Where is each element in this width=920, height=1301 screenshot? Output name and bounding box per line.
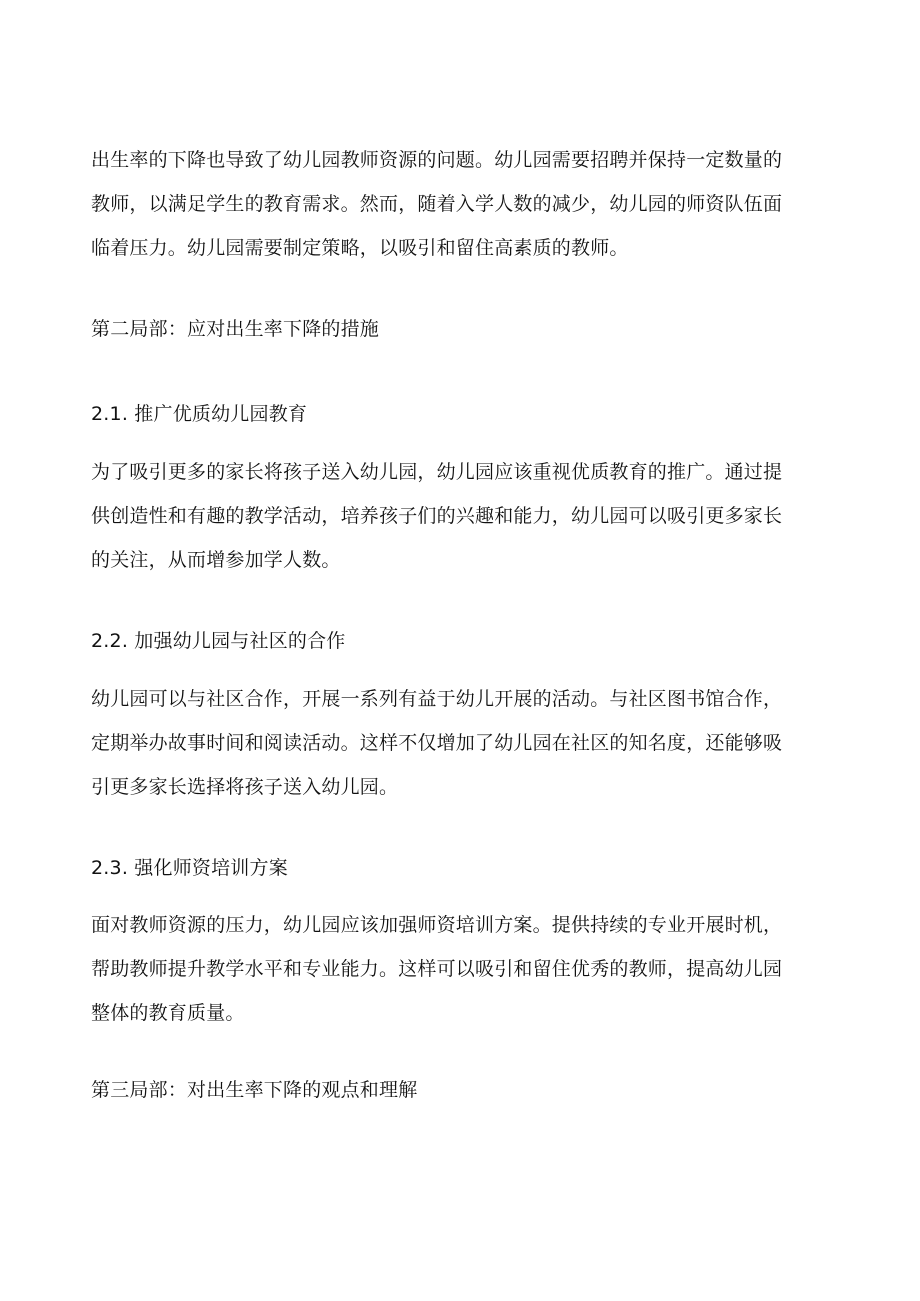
paragraph-line: 教师，以满足学生的教育需求。然而，随着入学人数的减少，幼儿园的师资队伍面 bbox=[91, 193, 783, 215]
section-3-heading: 第三局部：对出生率下降的观点和理解 bbox=[91, 1079, 418, 1101]
paragraph-teacher-resources bbox=[91, 148, 782, 260]
paragraph-line: 定期举办故事时间和阅读活动。这样不仅增加了幼儿园在社区的知名度，还能够吸 bbox=[91, 732, 783, 754]
paragraph-2-1 bbox=[91, 460, 782, 572]
paragraph-line: 出生率的下降也导致了幼儿园教师资源的问题。幼儿园需要招聘并保持一定数量的 bbox=[91, 149, 783, 171]
subsection-2-3-heading: 2.3. 强化师资培训方案 bbox=[91, 857, 288, 879]
paragraph-line: 为了吸引更多的家长将孩子送入幼儿园，幼儿园应该重视优质教育的推广。通过提 bbox=[91, 461, 783, 483]
paragraph-2-3 bbox=[91, 913, 782, 1025]
paragraph-line: 整体的教育质量。 bbox=[91, 1002, 245, 1024]
section-2-heading: 第二局部：应对出生率下降的措施 bbox=[91, 318, 380, 340]
paragraph-line: 面对教师资源的压力，幼儿园应该加强师资培训方案。提供持续的专业开展时机， bbox=[91, 914, 783, 936]
subsection-2-1-heading: 2.1. 推广优质幼儿园教育 bbox=[91, 403, 308, 425]
subsection-2-2-heading: 2.2. 加强幼儿园与社区的合作 bbox=[91, 630, 346, 652]
paragraph-line: 供创造性和有趣的教学活动，培养孩子们的兴趣和能力，幼儿园可以吸引更多家长 bbox=[91, 505, 783, 527]
paragraph-line: 临着压力。幼儿园需要制定策略，以吸引和留住高素质的教师。 bbox=[91, 237, 629, 259]
paragraph-line: 的关注，从而增参加学人数。 bbox=[91, 549, 341, 571]
paragraph-line: 帮助教师提升教学水平和专业能力。这样可以吸引和留住优秀的教师，提高幼儿园 bbox=[91, 958, 783, 980]
paragraph-line: 引更多家长选择将孩子送入幼儿园。 bbox=[91, 776, 399, 798]
paragraph-2-2 bbox=[91, 687, 782, 799]
paragraph-line: 幼儿园可以与社区合作，开展一系列有益于幼儿开展的活动。与社区图书馆合作， bbox=[91, 688, 783, 710]
